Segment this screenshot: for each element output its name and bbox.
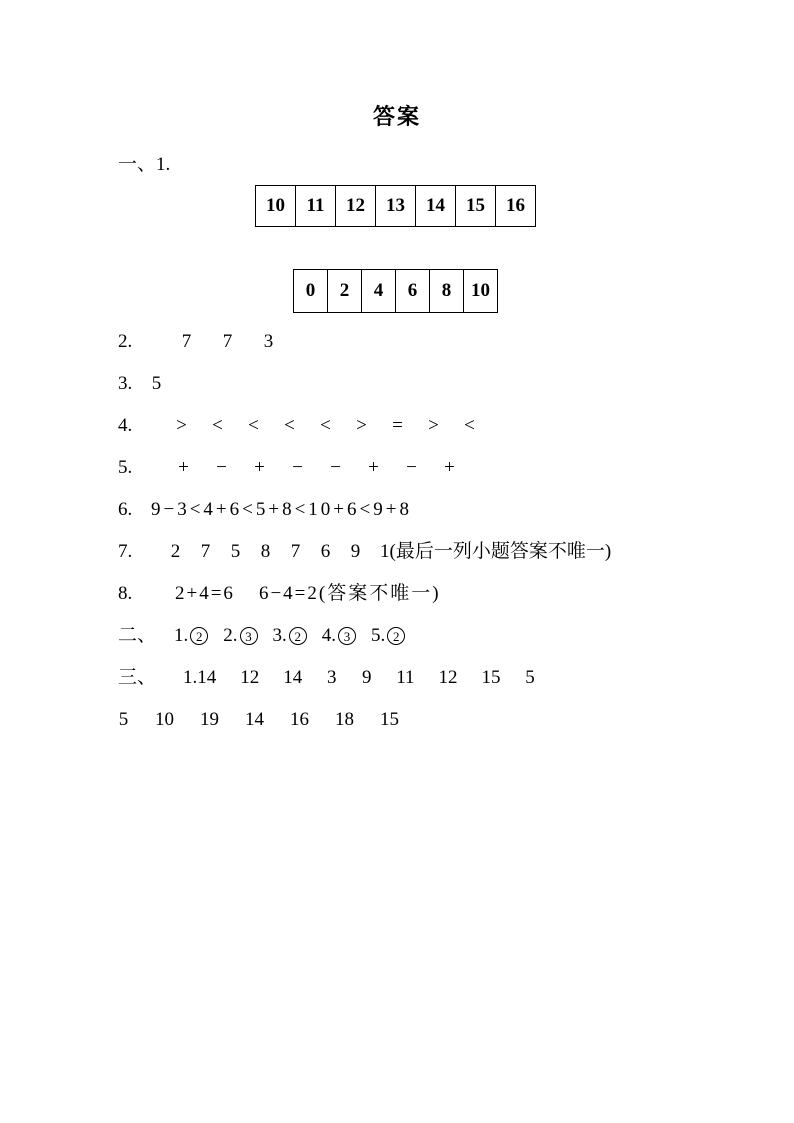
answer-value: 16: [290, 709, 309, 730]
answer-value: 3: [263, 331, 274, 352]
answer-value: 1.14: [183, 667, 217, 688]
answer-value: 19: [200, 709, 219, 730]
answer-value: 14: [283, 667, 303, 688]
table-cell: 10: [464, 270, 498, 313]
choice-answer: [322, 625, 356, 647]
answer-value: 7: [200, 541, 211, 562]
answer-value: 8: [260, 541, 271, 562]
table-row: [294, 270, 498, 313]
table-cell: 6: [396, 270, 430, 313]
page-title: 答案: [372, 104, 421, 129]
table-cell: 15: [456, 186, 496, 227]
operator-symbol: −: [216, 457, 227, 478]
operator-symbol: +: [368, 457, 379, 478]
item-number: 8.: [118, 583, 133, 604]
table-cell: 8: [430, 270, 464, 313]
number-sequence-table-0-10: [293, 269, 498, 313]
section2-answers: [0, 625, 794, 647]
answer-value: 18: [335, 709, 354, 730]
answer-value-with-note: 1(最后一列小题答案不唯一): [380, 541, 612, 562]
equation-answer: 2+4=6: [175, 583, 235, 604]
choice-answer: [174, 625, 208, 647]
circled-answer: 2: [190, 627, 208, 645]
table-row: [256, 186, 536, 227]
circled-answer: 2: [289, 627, 307, 645]
answer-value: 12: [240, 667, 260, 688]
answer-value: 3: [327, 667, 337, 688]
operator-symbol: −: [406, 457, 417, 478]
comparison-symbol: >: [176, 415, 187, 436]
table-cell: 12: [336, 186, 376, 227]
operator-symbol: +: [254, 457, 265, 478]
answer-value: 10: [155, 709, 174, 730]
table-cell: 4: [362, 270, 396, 313]
answer-value: 11: [396, 667, 415, 688]
comparison-symbol: <: [212, 415, 223, 436]
choice-answer: [223, 625, 257, 647]
answer-value: 9: [350, 541, 361, 562]
comparison-symbol: =: [392, 415, 403, 436]
comparison-symbol: <: [248, 415, 259, 436]
item-number: 7.: [118, 541, 133, 562]
answer-value: 15: [380, 709, 399, 730]
table-cell: 14: [416, 186, 456, 227]
table-cell: 2: [328, 270, 362, 313]
answer-value: 15: [481, 667, 501, 688]
answer-value: 14: [245, 709, 264, 730]
answer-value: 5: [230, 541, 241, 562]
answer-line-6: [0, 499, 794, 521]
comparison-symbol: >: [356, 415, 367, 436]
answer-value: 9: [362, 667, 372, 688]
operator-symbol: +: [178, 457, 189, 478]
question-number: 5.: [371, 625, 386, 646]
table-cell: 11: [296, 186, 336, 227]
answer-line-8: [0, 583, 794, 605]
question-number: 3.: [272, 625, 287, 646]
circled-answer: 3: [240, 627, 258, 645]
answer-line-5: [0, 457, 794, 479]
inequality-expression: 9−3<4+6<5+8<10+6<9+8: [151, 499, 412, 520]
section3-answers-row2: [0, 709, 794, 731]
operator-symbol: −: [330, 457, 341, 478]
circled-answer: 2: [387, 627, 405, 645]
item-number: 6.: [118, 499, 133, 520]
table-cell: 13: [376, 186, 416, 227]
answer-line-2: [0, 331, 794, 353]
item-number: 2.: [118, 331, 133, 352]
equation-answer-with-note: 6−4=2(答案不唯一): [258, 583, 441, 604]
answer-line-3: [0, 373, 794, 395]
answer-value: 5: [525, 667, 535, 688]
choice-answer: [371, 625, 405, 647]
answer-value: 12: [438, 667, 458, 688]
answer-value: 5: [118, 709, 129, 730]
number-sequence-table-10-16: [255, 185, 536, 227]
circled-answer: 3: [338, 627, 356, 645]
comparison-symbol: <: [464, 415, 475, 436]
question-number: 1.: [174, 625, 189, 646]
answer-value: 5: [151, 373, 162, 394]
operator-symbol: −: [292, 457, 303, 478]
answer-value: 7: [222, 331, 233, 352]
section3-label: 三、: [118, 667, 157, 688]
question-number: 2.: [223, 625, 238, 646]
comparison-symbol: <: [284, 415, 295, 436]
answer-value: 6: [320, 541, 331, 562]
section1-intro: [0, 154, 794, 176]
section2-label: 二、: [118, 625, 157, 646]
comparison-symbol: <: [320, 415, 331, 436]
answer-value: 7: [181, 331, 192, 352]
answer-value: 2: [170, 541, 181, 562]
item-number: 4.: [118, 415, 133, 436]
table-cell: 0: [294, 270, 328, 313]
section3-answers-row1: [0, 667, 794, 689]
item-number: 3.: [118, 373, 133, 394]
answer-line-7: [0, 541, 794, 563]
comparison-symbol: >: [428, 415, 439, 436]
table-cell: 10: [256, 186, 296, 227]
item-number: 5.: [118, 457, 133, 478]
answer-line-4: [0, 415, 794, 437]
choice-answer: [273, 625, 307, 647]
operator-symbol: +: [444, 457, 455, 478]
answer-value: 7: [290, 541, 301, 562]
table-cell: 16: [496, 186, 536, 227]
section1-intro-label: 一、1.: [118, 154, 171, 175]
question-number: 4.: [321, 625, 336, 646]
